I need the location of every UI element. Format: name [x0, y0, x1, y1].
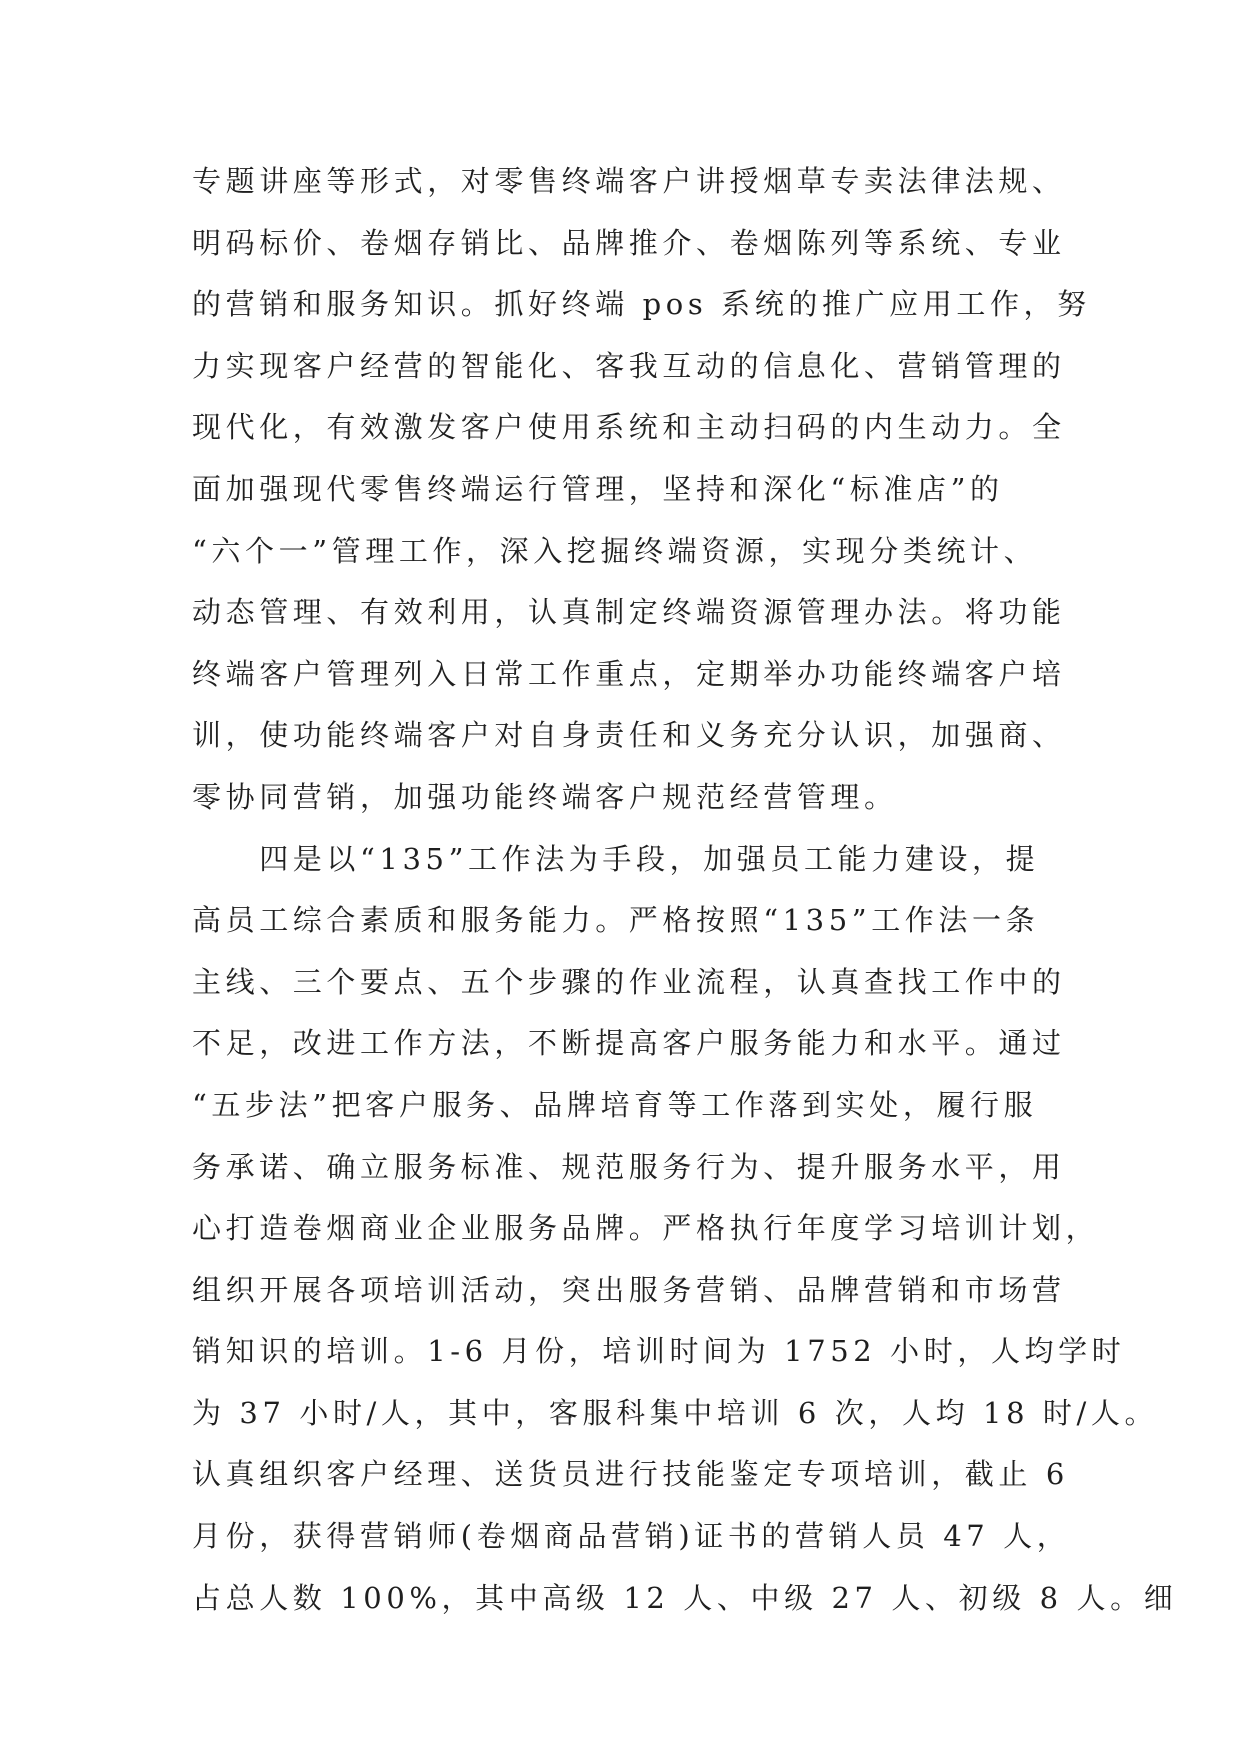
text-line: “六个一”管理工作，深入挖掘终端资源，实现分类统计、 [192, 533, 1038, 568]
text-line: 面加强现代零售终端运行管理，坚持和深化“标准店”的 [192, 471, 1004, 506]
text-line: 月份，获得营销师(卷烟商品营销)证书的营销人员 47 人， [192, 1519, 1071, 1554]
text-line: 组织开展各项培训活动，突出服务营销、品牌营销和市场营 [192, 1272, 1066, 1307]
text-line: 现代化，有效激发客户使用系统和主动扫码的内生动力。全 [192, 410, 1066, 445]
text-line: 务承诺、确立服务标准、规范服务行为、提升服务水平，用 [192, 1149, 1066, 1184]
text-line: 专题讲座等形式，对零售终端客户讲授烟草专卖法律法规、 [192, 164, 1066, 198]
text-line: 销知识的培训。1-6 月份，培训时间为 1752 小时，人均学时 [192, 1334, 1126, 1369]
text-line: 零协同营销，加强功能终端客户规范经营管理。 [192, 779, 898, 814]
text-line: 主线、三个要点、五个步骤的作业流程，认真查找工作中的 [192, 964, 1066, 999]
text-line: 明码标价、卷烟存销比、品牌推介、卷烟陈列等系统、专业 [192, 225, 1066, 260]
text-line: 训，使功能终端客户对自身责任和义务充分认识，加强商、 [192, 718, 1066, 753]
text-line: 动态管理、有效利用，认真制定终端资源管理办法。将功能 [192, 595, 1066, 630]
text-line: 为 37 小时/人，其中，客服科集中培训 6 次，人均 18 时/人。 [192, 1395, 1159, 1430]
text-line: “五步法”把客户服务、品牌培育等工作落到实处，履行服 [192, 1087, 1038, 1122]
text-line: 不足，改进工作方法，不断提高客户服务能力和水平。通过 [192, 1026, 1066, 1061]
paragraph-start-line: 四是以“135”工作法为手段，加强员工能力建设，提 [192, 841, 1040, 876]
text-line: 占总人数 100%，其中高级 12 人、中级 27 人、初级 8 人。细 [192, 1580, 1178, 1615]
text-line: 心打造卷烟商业企业服务品牌。严格执行年度学习培训计划， [192, 1211, 1100, 1246]
text-line: 认真组织客户经理、送货员进行技能鉴定专项培训，截止 6 [192, 1457, 1069, 1492]
text-line: 力实现客户经营的智能化、客我互动的信息化、营销管理的 [192, 348, 1066, 383]
body-text [192, 159, 1178, 1637]
text-line: 的营销和服务知识。抓好终端 pos 系统的推广应用工作，努 [192, 287, 1091, 322]
text-line: 终端客户管理列入日常工作重点，定期举办功能终端客户培 [192, 656, 1066, 691]
text-line: 高员工综合素质和服务能力。严格按照“135”工作法一条 [192, 903, 1040, 938]
